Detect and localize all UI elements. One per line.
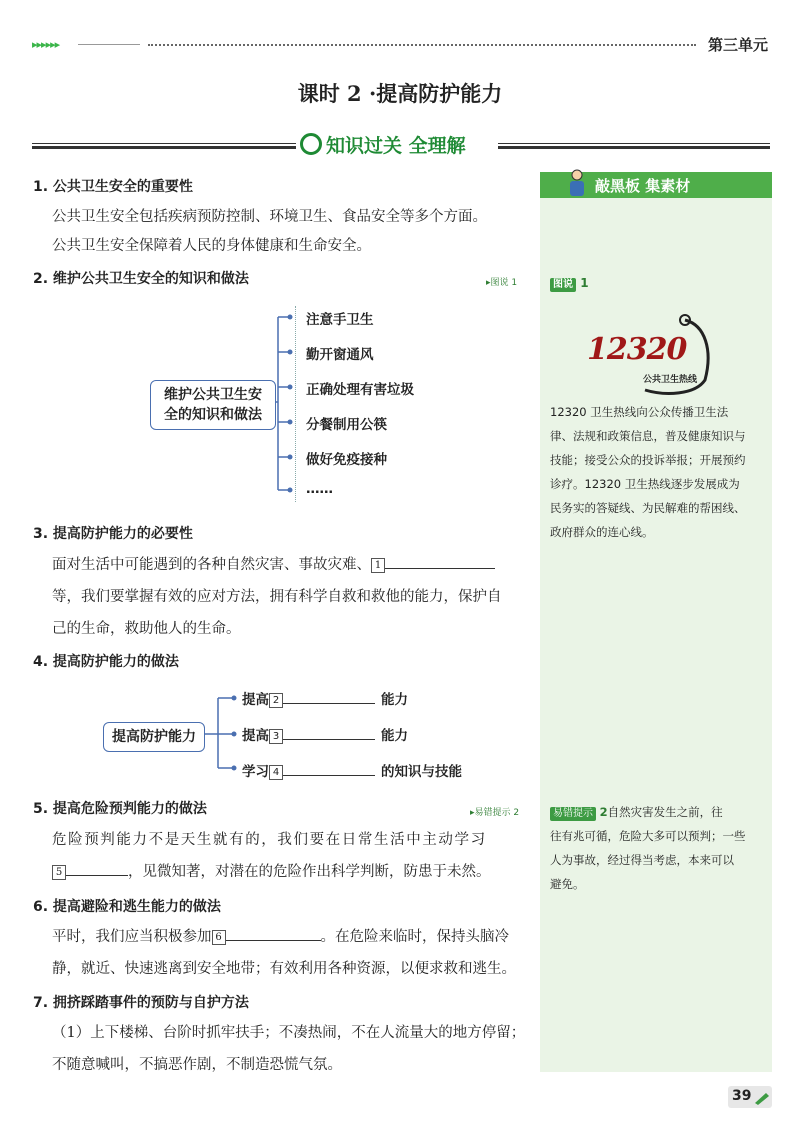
mind-map-2-connectors [200, 690, 240, 780]
figure-tag-number: 1 [580, 276, 589, 290]
section-banner [300, 131, 466, 158]
branch-6: …… [306, 481, 333, 497]
section-2-title: 2. 维护公共卫生安全的知识和做法 [33, 271, 249, 287]
section-3-title: 3. 提高防护能力的必要性 [33, 526, 193, 542]
mind-map-center-line-1: 维护公共卫生安 [164, 387, 262, 403]
method-row-3-pre: 学习 [242, 764, 269, 780]
hotline-line-6: 政府群众的连心线。 [550, 525, 654, 539]
branch-4: 分餐制用公筷 [306, 417, 387, 433]
hotline-line-5: 民务实的答疑线、为民解难的帮困线、 [550, 501, 746, 515]
method-row-3 [242, 760, 462, 780]
sidebar-tag-figure [550, 276, 589, 292]
section-3-line-1 [52, 548, 495, 582]
method-row-2 [242, 724, 408, 744]
banner-text: 知识过关 全理解 [326, 135, 466, 157]
section-1-text-1: 公共卫生安全包括疾病预防控制、环境卫生、食品安全等多个方面。 [52, 209, 487, 225]
banner-rule-left [32, 143, 296, 149]
unit-label: 第三单元 [708, 36, 769, 54]
method-row-2-post: 能力 [381, 728, 408, 744]
blank-number-3: 3 [269, 729, 283, 744]
section-7-line-1: （1）上下楼梯、台阶时抓牢扶手；不凑热闹，不在人流量大的地方停留； [52, 1025, 526, 1041]
section-5-title: 5. 提高危险预判能力的做法 [33, 801, 207, 817]
method-row-1-pre: 提高 [242, 692, 269, 708]
error-tip-tag: 易错提示 [550, 807, 596, 821]
section-3-line-3: 己的生命，救助他人的生命。 [52, 621, 241, 637]
section-1-text-2: 公共卫生安全保障着人民的身体健康和生命安全。 [52, 238, 371, 254]
hotline-number: 12320 [587, 332, 687, 367]
mind-map-center [150, 380, 276, 430]
error-tip-number: 2 [599, 805, 608, 819]
hotline-description [550, 400, 746, 544]
section-6-line-1 [52, 920, 509, 954]
section-3-line-2: 等，我们要掌握有效的应对方法，拥有科学自救和救他的能力，保护自 [52, 589, 502, 605]
section-6-text-1a: 平时，我们应当积极参加 [52, 929, 212, 945]
branch-1: 注意手卫生 [306, 312, 374, 328]
sidebar-title: 敲黑板 集素材 [595, 177, 691, 195]
mind-map-2-center: 提高防护能力 [103, 722, 205, 752]
error-tip-line-3: 人为事故，经过得当考虑，本来可以 [550, 853, 734, 867]
banner-rule-right [498, 143, 770, 149]
answer-blank-6[interactable] [226, 940, 321, 941]
blank-number-6: 6 [212, 930, 226, 945]
branch-3: 正确处理有害垃圾 [306, 382, 414, 398]
pencil-icon [754, 1091, 770, 1105]
method-row-1-post: 能力 [381, 692, 408, 708]
section-5-text-2: ，见微知著，对潜在的危险作出科学判断，防患于未然。 [128, 864, 491, 880]
section-6-text-1b: 。在危险来临时，保持头脑冷 [320, 929, 509, 945]
page-number: 39 [732, 1088, 752, 1104]
error-tip-line-1: 自然灾害发生之前，往 [607, 805, 723, 819]
teacher-icon [566, 168, 588, 198]
section-6-title: 6. 提高避险和逃生能力的做法 [33, 899, 221, 915]
hotline-line-2: 律、法规和政策信息，普及健康知识与 [550, 429, 746, 443]
page-number-badge [728, 1086, 772, 1108]
hotline-caption: 公共卫生热线 [643, 375, 698, 385]
answer-blank-5[interactable] [66, 875, 128, 876]
figure-ref-1[interactable]: ▸图说 1 [486, 278, 518, 288]
blank-number-4: 4 [269, 765, 283, 780]
error-tip-ref-2[interactable]: ▸易错提示 2 [470, 808, 520, 818]
branch-2: 勤开窗通风 [306, 347, 374, 363]
answer-blank-2[interactable] [283, 703, 375, 704]
header-arrows: ▸▸▸▸▸▸ [32, 38, 60, 51]
section-7-line-2: 不随意喊叫，不搞恶作剧，不制造恐慌气氛。 [52, 1057, 342, 1073]
error-tip-line-2: 往有兆可循，危险大多可以预判；一些 [550, 829, 746, 843]
hotline-line-4: 诊疗。12320 卫生热线逐步发展成为 [550, 477, 740, 491]
mind-map-center-line-2: 全的知识和做法 [164, 407, 262, 423]
section-3-text-1: 面对生活中可能遇到的各种自然灾害、事故灾难、 [52, 557, 371, 573]
method-row-3-post: 的知识与技能 [381, 764, 462, 780]
hotline-line-1: 12320 卫生热线向公众传播卫生法 [550, 405, 729, 419]
section-5-line-2 [52, 855, 491, 889]
sidebar-panel [540, 172, 772, 1072]
answer-blank-3[interactable] [283, 739, 375, 740]
blank-number-2: 2 [269, 693, 283, 708]
section-4-title: 4. 提高防护能力的做法 [33, 654, 179, 670]
answer-blank-1[interactable] [385, 568, 495, 569]
lesson-title: 课时 2 ·提高防护能力 [297, 81, 503, 106]
blank-number-1: 1 [371, 558, 385, 573]
header-line [78, 44, 140, 45]
refresh-icon [300, 133, 322, 155]
method-row-1 [242, 688, 408, 708]
hotline-line-3: 技能；接受公众的投诉举报；开展预约 [550, 453, 746, 467]
error-tip-line-4: 避免。 [550, 877, 585, 891]
section-7-title: 7. 拥挤踩踏事件的预防与自护方法 [33, 995, 249, 1011]
section-6-line-2: 静，就近、快速逃离到安全地带；有效利用各种资源，以便求救和逃生。 [52, 961, 516, 977]
branch-5: 做好免疫接种 [306, 452, 387, 468]
answer-blank-4[interactable] [283, 775, 375, 776]
method-row-2-pre: 提高 [242, 728, 269, 744]
blank-number-5: 5 [52, 865, 66, 880]
hotline-logo [585, 310, 735, 400]
figure-tag: 图说 [550, 278, 576, 292]
header-dotted-line [148, 44, 696, 46]
section-1-title: 1. 公共卫生安全的重要性 [33, 179, 193, 195]
error-tip [550, 800, 746, 896]
branch-list [295, 306, 426, 502]
section-5-line-1: 危险预判能力不是天生就有的，我们要在日常生活中主动学习 [52, 832, 487, 848]
